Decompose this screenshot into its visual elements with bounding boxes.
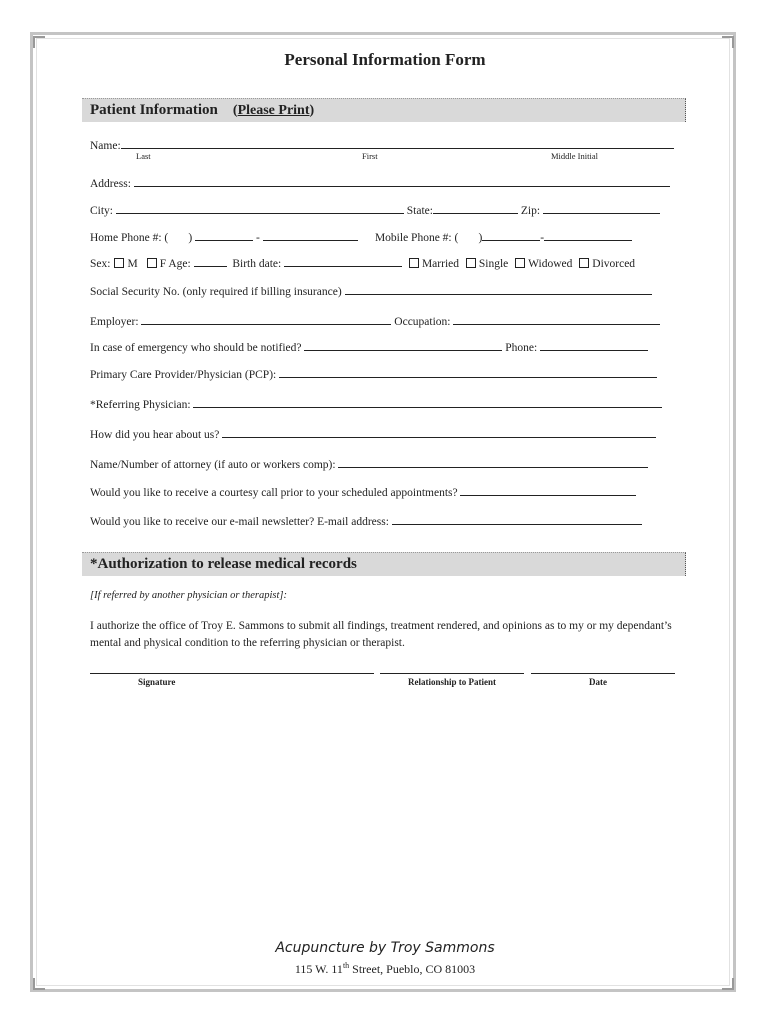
name-row: [90, 137, 674, 152]
name-first-caption: First: [362, 151, 378, 161]
authorization-section-title: *Authorization to release medical records: [90, 556, 357, 572]
sex-label: Sex:: [90, 258, 111, 270]
courtesy-call-label: Would you like to receive a courtesy call prior to your scheduled appointments?: [90, 487, 458, 499]
state-field[interactable]: [433, 202, 518, 214]
mobile-phone-paren: ): [478, 232, 483, 244]
attorney-field[interactable]: [338, 456, 648, 468]
demographics-row: [90, 255, 635, 270]
home-phone-paren: ): [188, 232, 193, 244]
female-label: F: [159, 258, 167, 270]
single-checkbox[interactable]: [466, 258, 476, 268]
email-field[interactable]: [392, 513, 642, 525]
divorced-label: Divorced: [592, 258, 636, 270]
referring-row: [90, 396, 662, 411]
home-phone-prefix-field[interactable]: [195, 229, 253, 241]
pcp-row: [90, 366, 657, 381]
ssn-label: Social Security No. (only required if billing insurance): [90, 286, 342, 298]
widowed-label: Widowed: [528, 258, 573, 270]
age-label: Age:: [168, 258, 191, 270]
home-phone-number-field[interactable]: [263, 229, 358, 241]
patient-section-title: Patient Information: [90, 102, 218, 118]
male-checkbox[interactable]: [114, 258, 124, 268]
corner-ornament: [33, 36, 45, 48]
mobile-phone-label: Mobile Phone #: (: [374, 232, 459, 244]
patient-section-header: Patient Information (Please Print): [82, 98, 686, 122]
name-last-caption: Last: [136, 151, 151, 161]
address-rest: Street, Pueblo, CO 81003: [349, 962, 476, 976]
mobile-phone-number-field[interactable]: [544, 229, 632, 241]
address-field[interactable]: [134, 175, 670, 187]
married-checkbox[interactable]: [409, 258, 419, 268]
authorization-note: [If referred by another physician or therapist]:: [90, 590, 287, 601]
single-label: Single: [478, 258, 509, 270]
referring-label: *Referring Physician:: [90, 399, 191, 411]
name-field[interactable]: [121, 137, 674, 149]
occupation-label: Occupation:: [394, 316, 451, 328]
corner-ornament: [722, 978, 734, 990]
corner-ornament: [722, 36, 734, 48]
employer-label: Employer:: [90, 316, 139, 328]
married-label: Married: [421, 258, 459, 270]
employer-row: [90, 313, 660, 328]
occupation-field[interactable]: [453, 313, 660, 325]
referring-field[interactable]: [193, 396, 662, 408]
address-street-number: 115 W. 11: [294, 962, 343, 976]
phone-row: Home Phone #: ( ) - Mobile Phone #: ( ) -: [90, 229, 632, 244]
employer-field[interactable]: [141, 313, 391, 325]
courtesy-call-field[interactable]: [460, 484, 636, 496]
female-checkbox[interactable]: [147, 258, 157, 268]
home-phone-label: Home Phone #: (: [90, 232, 169, 244]
hear-about-label: How did you hear about us?: [90, 429, 220, 441]
ssn-row: [90, 283, 652, 298]
emergency-row: [90, 339, 648, 354]
widowed-checkbox[interactable]: [515, 258, 525, 268]
pcp-field[interactable]: [279, 366, 657, 378]
zip-field[interactable]: [543, 202, 660, 214]
courtesy-call-row: [90, 484, 636, 499]
birth-date-field[interactable]: [284, 255, 402, 267]
city-row: [90, 202, 660, 217]
name-label: Name:: [90, 140, 121, 152]
city-label: City:: [90, 205, 114, 217]
address-ordinal: th: [342, 961, 350, 970]
name-middle-caption: Middle Initial: [551, 151, 598, 161]
city-field[interactable]: [116, 202, 404, 214]
relationship-caption: Relationship to Patient: [408, 677, 497, 687]
attorney-label: Name/Number of attorney (if auto or workers comp):: [90, 459, 336, 471]
authorization-text: I authorize the office of Troy E. Sammons to submit all findings, treatment rendered, and opinions as to my or my dependant’s mental and physical condition to the referring physician or therapist.: [90, 620, 672, 649]
authorization-section-header: [82, 552, 686, 576]
newsletter-row: [90, 513, 642, 528]
emergency-phone-label: Phone:: [505, 342, 538, 354]
address-row: [90, 175, 670, 190]
referral-source-row: [90, 426, 656, 441]
form-title: Personal Information Form: [284, 50, 486, 69]
newsletter-label: Would you like to receive our e-mail newsletter? E-mail address:: [90, 516, 389, 528]
hear-about-field[interactable]: [222, 426, 656, 438]
age-field[interactable]: [194, 255, 227, 267]
birth-date-label: Birth date:: [232, 258, 282, 270]
corner-ornament: [33, 978, 45, 990]
divorced-checkbox[interactable]: [579, 258, 589, 268]
signature-caption: Signature: [138, 677, 176, 687]
attorney-row: [90, 456, 648, 471]
male-label: M: [127, 258, 138, 270]
emergency-contact-field[interactable]: [304, 339, 502, 351]
ssn-field[interactable]: [345, 283, 652, 295]
zip-label: Zip:: [520, 205, 541, 217]
business-name: Acupuncture by Troy Sammons: [275, 940, 495, 956]
signature-field[interactable]: [90, 672, 374, 674]
relationship-field[interactable]: [380, 672, 524, 674]
please-print-note: Please Print: [237, 103, 310, 118]
date-field[interactable]: [531, 672, 675, 674]
date-caption: Date: [589, 677, 607, 687]
address-label: Address:: [90, 178, 131, 190]
pcp-label: Primary Care Provider/Physician (PCP):: [90, 369, 277, 381]
mobile-phone-prefix-field[interactable]: [482, 229, 540, 241]
emergency-phone-field[interactable]: [540, 339, 648, 351]
state-label: State:: [406, 205, 433, 217]
emergency-label: In case of emergency who should be notified?: [90, 342, 302, 354]
business-address: [0, 961, 770, 977]
